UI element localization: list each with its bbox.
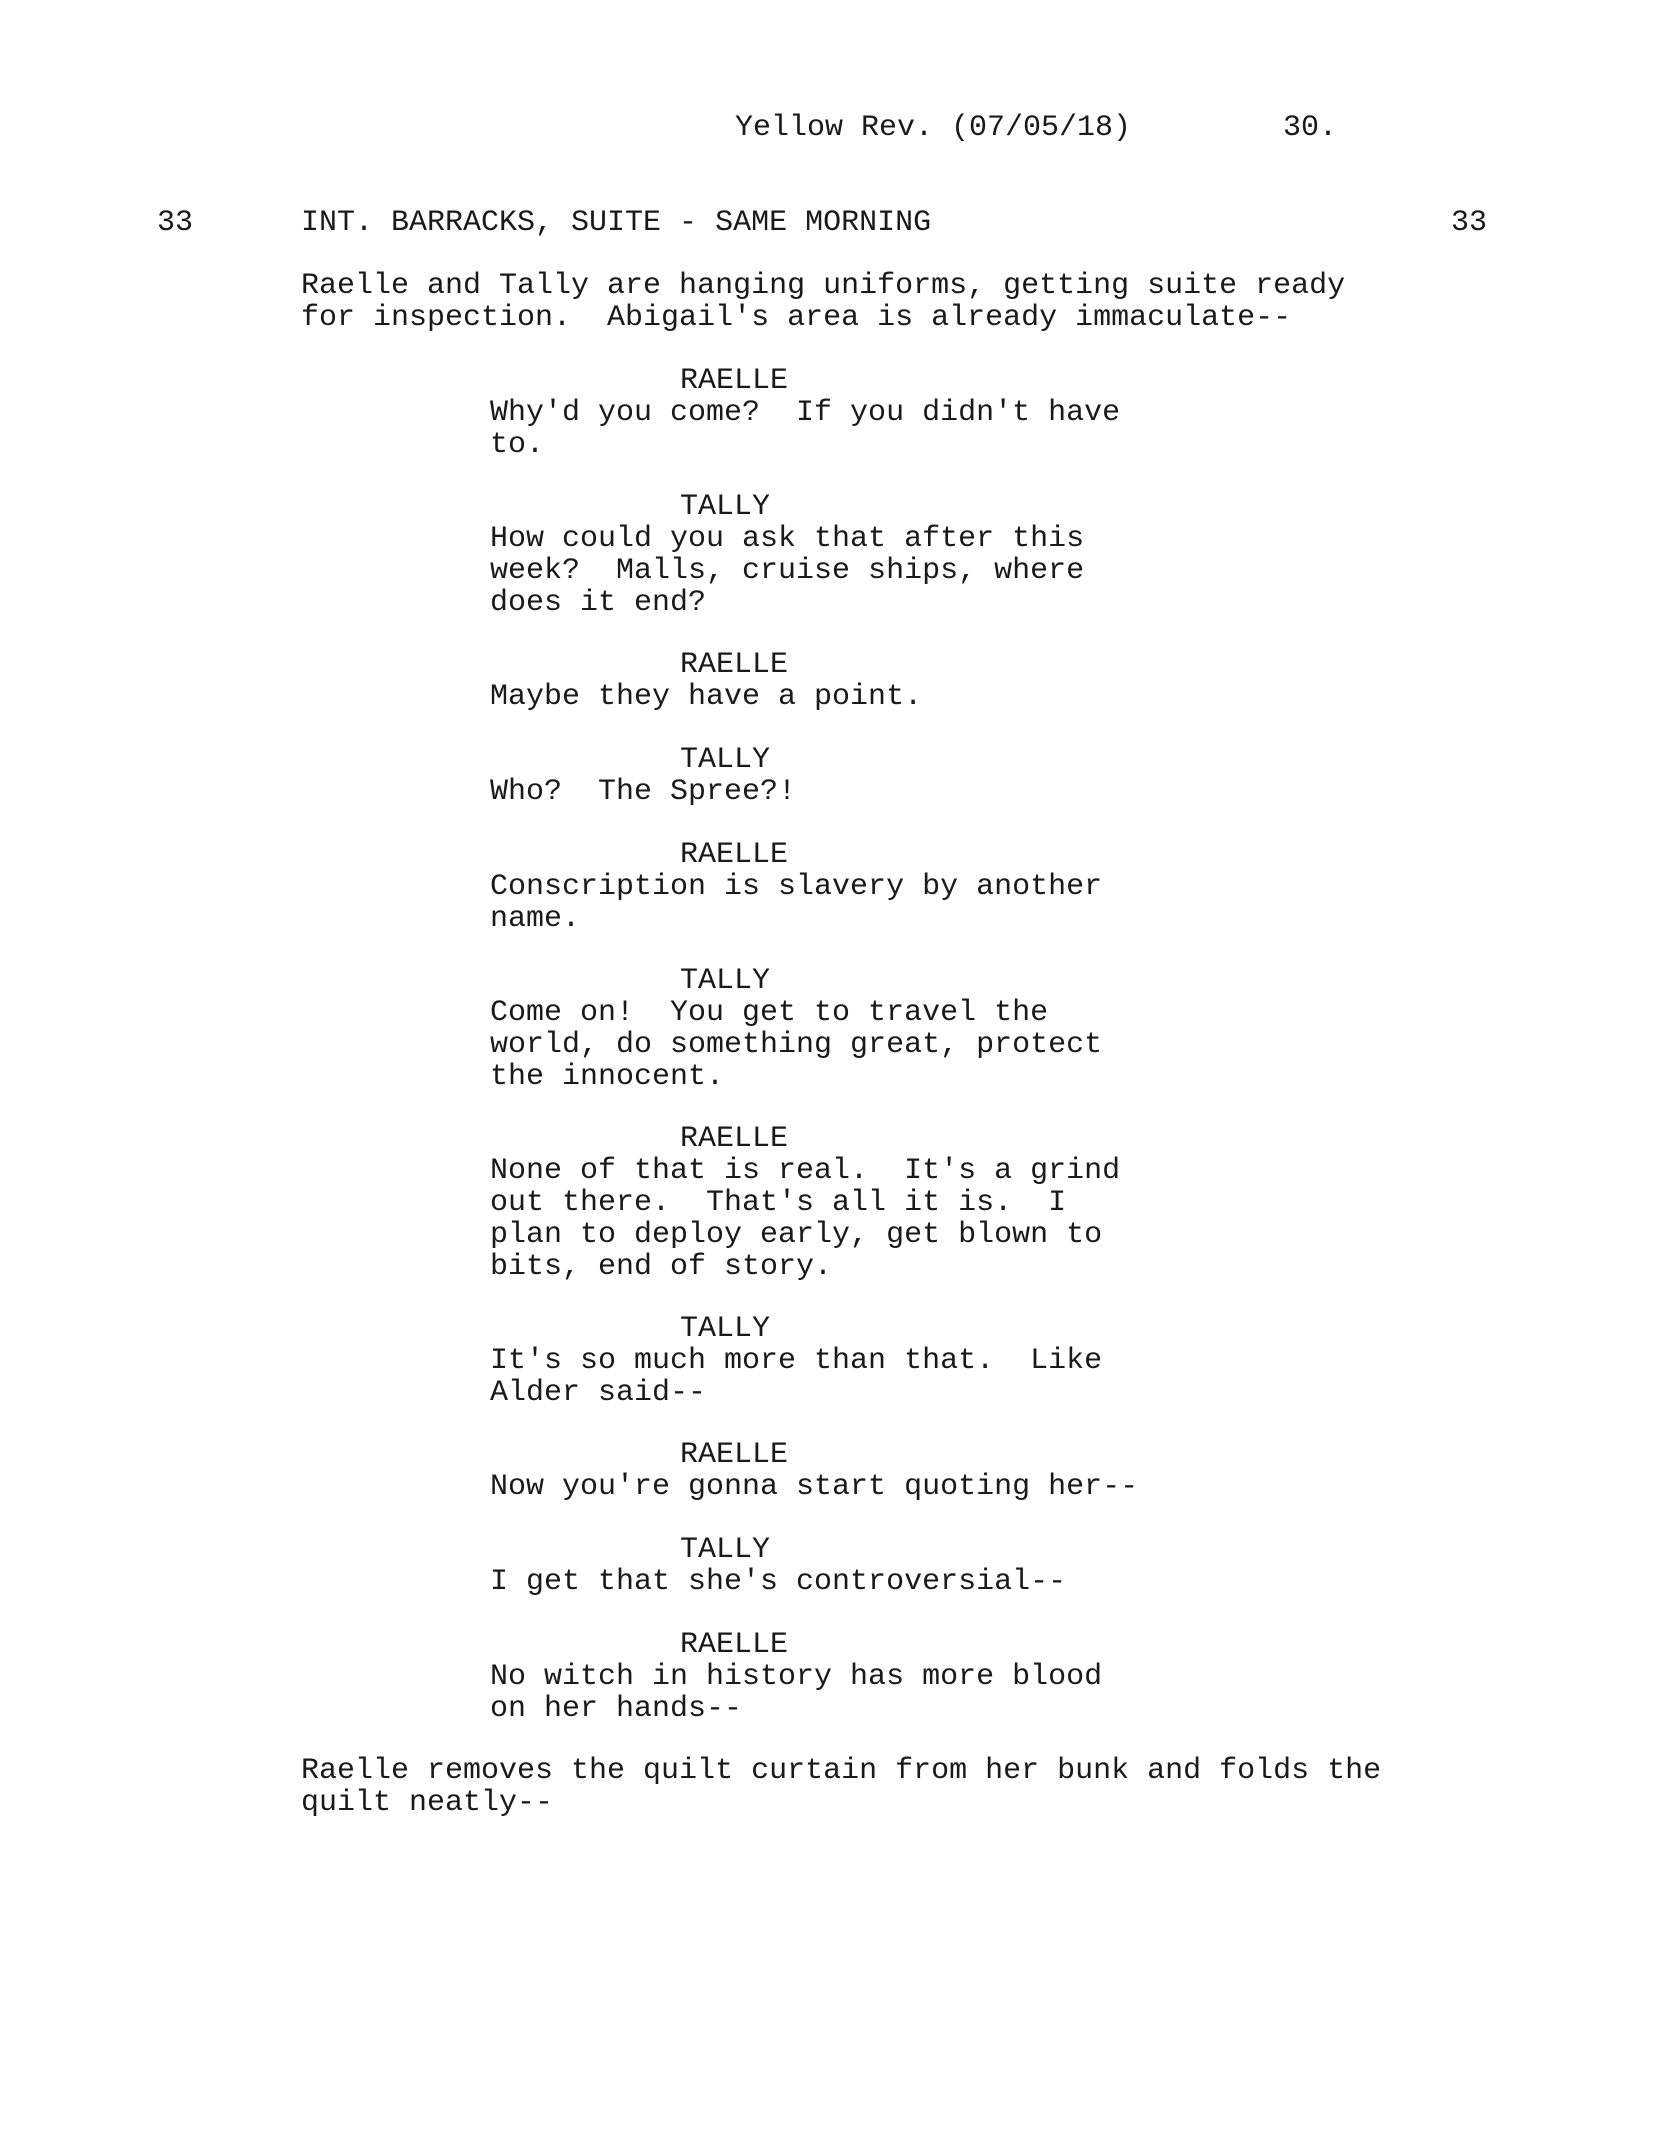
dialogue-line: bits, end of story. (490, 1250, 833, 1284)
dialogue-line: Who? The Spree?! (490, 775, 797, 809)
action-line: for inspection. Abigail's area is already immaculate-- (301, 301, 1292, 335)
action-line: Raelle and Tally are hanging uniforms, getting suite ready (301, 269, 1346, 303)
dialogue-line: Alder said-- (490, 1376, 707, 1410)
scene-number-left: 33 (157, 206, 194, 240)
dialogue-block (490, 1534, 1190, 1598)
dialogue-line: Why'd you come? If you didn't have (490, 396, 1121, 430)
action-block (301, 1755, 1461, 1819)
scene-number-right: 33 (1451, 206, 1488, 240)
page-header-revision: Yellow Rev. (07/05/18) (735, 111, 1132, 145)
dialogue-line: Conscription is slavery by another (490, 870, 1103, 904)
character-name: TALLY (680, 1312, 771, 1346)
character-name: TALLY (680, 964, 771, 998)
dialogue-line: on her hands-- (490, 1692, 743, 1726)
dialogue-block (490, 491, 1190, 619)
dialogue-line: does it end? (490, 586, 707, 620)
dialogue-line: the innocent. (490, 1060, 725, 1094)
character-name: RAELLE (680, 364, 789, 398)
dialogue-block (490, 649, 1190, 713)
dialogue-block (490, 839, 1190, 935)
dialogue-block (490, 365, 1190, 461)
character-name: RAELLE (680, 648, 789, 682)
dialogue-block (490, 1313, 1190, 1409)
dialogue-block (490, 1439, 1190, 1503)
dialogue-line: plan to deploy early, get blown to (490, 1218, 1103, 1252)
dialogue-block (490, 1123, 1190, 1283)
dialogue-block (490, 965, 1190, 1093)
dialogue-line: None of that is real. It's a grind (490, 1154, 1121, 1188)
dialogue-line: It's so much more than that. Like (490, 1344, 1103, 1378)
page-number: 30. (1283, 111, 1338, 145)
dialogue-block (490, 1629, 1190, 1725)
action-line: Raelle removes the quilt curtain from her bunk and folds the (301, 1754, 1382, 1788)
dialogue-line: name. (490, 902, 581, 936)
dialogue-line: to. (490, 428, 545, 462)
character-name: RAELLE (680, 1628, 789, 1662)
character-name: RAELLE (680, 838, 789, 872)
dialogue-line: out there. That's all it is. I (490, 1186, 1067, 1220)
dialogue-line: I get that she's controversial-- (490, 1565, 1067, 1599)
character-name: TALLY (680, 743, 771, 777)
dialogue-line: No witch in history has more blood (490, 1660, 1103, 1694)
action-line: quilt neatly-- (301, 1786, 554, 1820)
dialogue-line: week? Malls, cruise ships, where (490, 554, 1085, 588)
character-name: TALLY (680, 1533, 771, 1567)
dialogue-block (490, 744, 1190, 808)
character-name: RAELLE (680, 1122, 789, 1156)
action-block (301, 270, 1461, 334)
scene-heading: INT. BARRACKS, SUITE - SAME MORNING (301, 206, 932, 240)
character-name: TALLY (680, 490, 771, 524)
dialogue-line: Now you're gonna start quoting her-- (490, 1470, 1139, 1504)
character-name: RAELLE (680, 1438, 789, 1472)
dialogue-line: Come on! You get to travel the (490, 996, 1049, 1030)
dialogue-line: How could you ask that after this (490, 522, 1085, 556)
dialogue-line: Maybe they have a point. (490, 680, 923, 714)
dialogue-line: world, do something great, protect (490, 1028, 1103, 1062)
